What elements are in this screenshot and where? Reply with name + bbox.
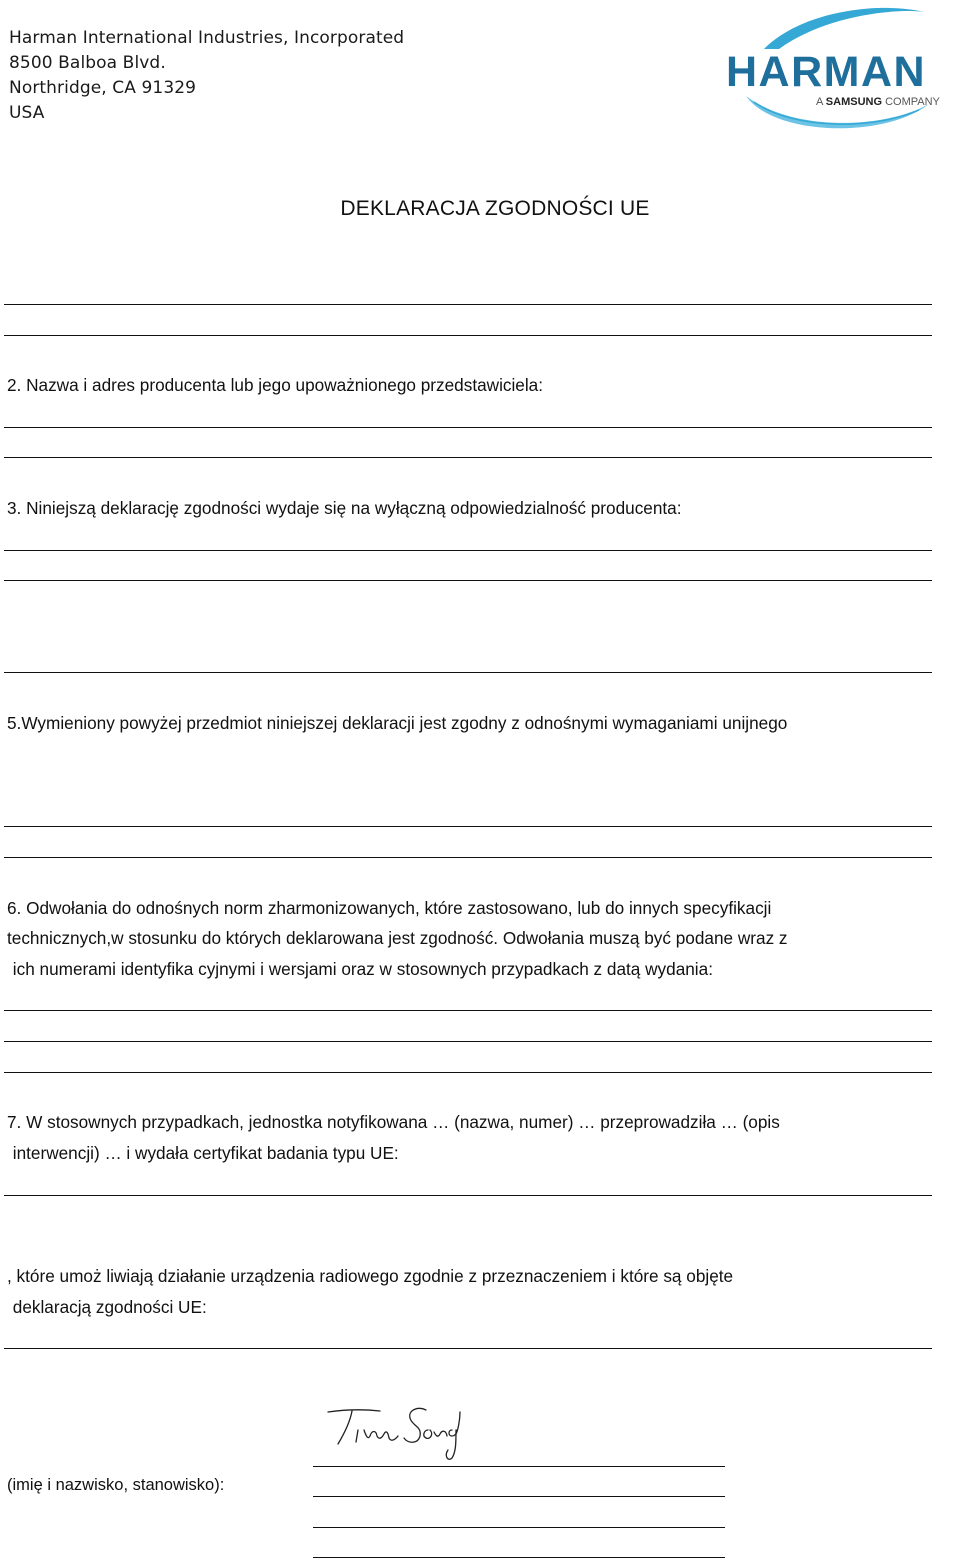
signature-line: [313, 1557, 725, 1558]
harman-logo: [724, 4, 972, 136]
form-line: [4, 1072, 932, 1073]
logo-tagline-company: COMPANY: [885, 96, 940, 108]
form-line: [4, 826, 932, 827]
form-line: [4, 304, 932, 305]
address-line-company: Harman International Industries, Incorporated: [9, 28, 405, 48]
item-6-line-3: ich numerami identyfika cyjnymi i wersjami oraz w stosownych przypadkach z datą wydania:: [8, 959, 713, 979]
item-8-line-2: deklaracją zgodności UE:: [8, 1297, 207, 1317]
address-line-street: 8500 Balboa Blvd.: [9, 53, 166, 73]
logo-swoosh-top: [764, 8, 924, 49]
logo-tagline: [816, 96, 941, 108]
page-title: DEKLARACJA ZGODNOŚCI UE: [340, 197, 650, 220]
form-line: [4, 427, 932, 428]
item-3-label: 3. Niniejszą deklarację zgodności wydaje się na wyłączną odpowiedzialność producenta:: [7, 498, 682, 518]
item-8-line-1: , które umoż liwiają działanie urządzenia radiowego zgodnie z przeznaczeniem i które są objęte: [7, 1266, 734, 1286]
signatory-label: (imię i nazwisko, stanowisko):: [7, 1476, 225, 1494]
form-line: [4, 672, 932, 673]
logo-tagline-brand: SAMSUNG: [825, 96, 886, 108]
signature-line: [313, 1466, 725, 1467]
form-line: [4, 1195, 932, 1196]
address-line-city: Northridge, CA 91329: [9, 78, 197, 98]
handwritten-signature: [322, 1400, 472, 1464]
item-6-line-2: technicznych,w stosunku do których deklarowana jest zgodność. Odwołania muszą być podane wraz z: [7, 928, 788, 948]
form-line: [4, 580, 932, 581]
form-line: [4, 335, 932, 336]
signature-line: [313, 1496, 725, 1497]
form-line: [4, 550, 932, 551]
form-line: [4, 857, 932, 858]
form-line: [4, 1041, 932, 1042]
address-line-country: USA: [9, 103, 45, 123]
form-line: [4, 457, 932, 458]
logo-wordmark: HARMAN: [726, 48, 927, 96]
item-7-line-2: interwencji) … i wydała certyfikat badania typu UE:: [8, 1143, 399, 1163]
item-5-label: 5.Wymieniony powyżej przedmiot niniejszej deklaracji jest zgodny z odnośnymi wymaganiami unijnego: [7, 713, 788, 733]
logo-tagline-a: A: [816, 96, 826, 108]
item-6-line-1: 6. Odwołania do odnośnych norm zharmonizowanych, które zastosowano, lub do innych specyfikacji: [7, 898, 772, 918]
form-line: [4, 1348, 932, 1349]
signature-line: [313, 1527, 725, 1528]
item-2-label: 2. Nazwa i adres producenta lub jego upoważnionego przedstawiciela:: [7, 375, 544, 395]
item-7-line-1: 7. W stosownych przypadkach, jednostka notyfikowana … (nazwa, numer) … przeprowadziła … (opis: [7, 1112, 780, 1132]
company-address: [9, 26, 404, 126]
form-line: [4, 1010, 932, 1011]
